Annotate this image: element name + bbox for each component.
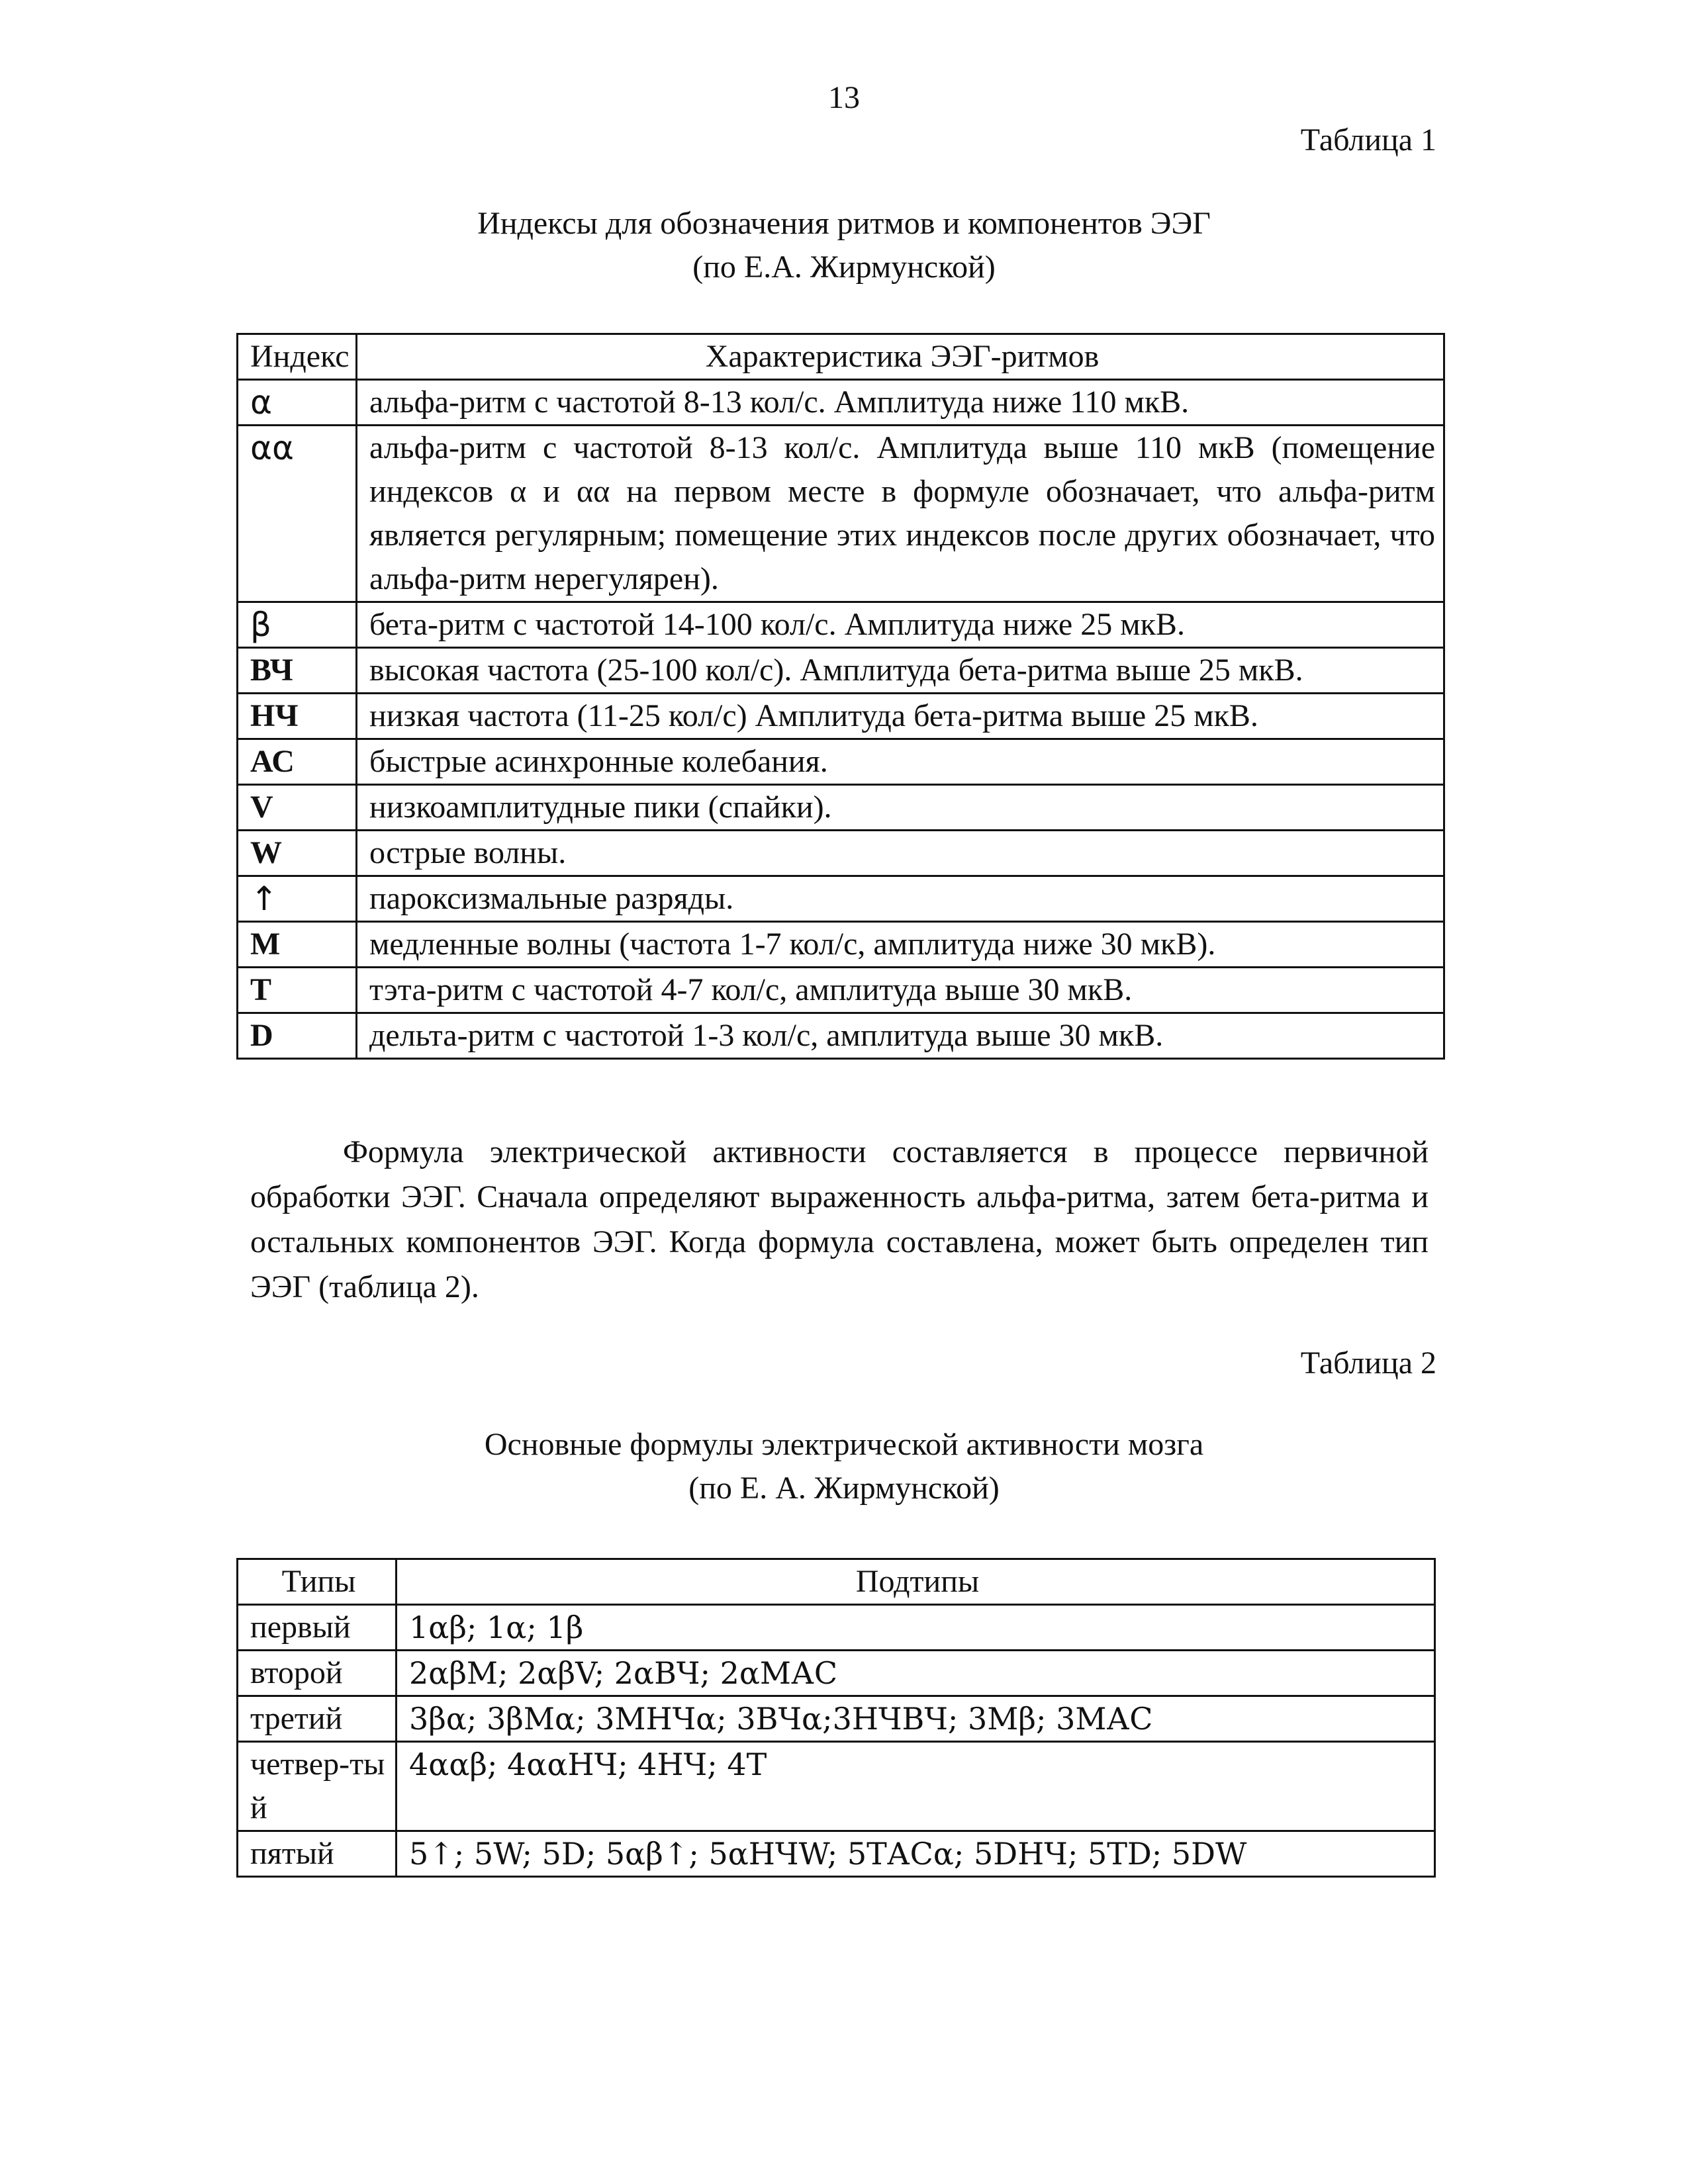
index-cell: АС <box>238 739 357 785</box>
description-cell: тэта-ритм с частотой 4-7 кол/с, амплитуда выше 30 мкВ. <box>357 968 1444 1013</box>
table-row <box>238 1696 1435 1742</box>
table-row <box>238 648 1444 694</box>
table-row <box>238 1831 1435 1877</box>
table1-header-index: Индекс <box>238 334 357 380</box>
table-row <box>238 1605 1435 1651</box>
table2-header-types: Типы <box>238 1559 397 1605</box>
index-cell: α <box>238 380 357 426</box>
subtypes-cell: 5↑; 5W; 5D; 5αβ↑; 5αНЧW; 5ТАСα; 5DНЧ; 5ТD; 5DW <box>397 1831 1435 1877</box>
table2-header-row <box>238 1559 1435 1605</box>
index-cell: V <box>238 785 357 831</box>
page-number: 13 <box>828 80 860 115</box>
index-cell: НЧ <box>238 694 357 739</box>
index-cell: D <box>238 1013 357 1059</box>
subtypes-cell: 1αβ; 1α; 1β <box>397 1605 1435 1651</box>
type-cell: четвер-тый <box>238 1742 397 1831</box>
description-cell: острые волны. <box>357 831 1444 876</box>
table-row <box>238 1742 1435 1831</box>
description-cell: низкая частота (11-25 кол/с) Амплитуда бета-ритма выше 25 мкВ. <box>357 694 1444 739</box>
index-cell: Т <box>238 968 357 1013</box>
subtypes-cell: 3βα; 3βМα; 3МНЧα; 3ВЧα;3НЧВЧ; 3Мβ; 3МАС <box>397 1696 1435 1742</box>
index-cell: ↑ <box>238 876 357 922</box>
table1-caption-line1: Индексы для обозначения ритмов и компонентов ЭЭГ <box>477 206 1211 241</box>
index-cell: β <box>238 602 357 648</box>
description-cell: альфа-ритм с частотой 8-13 кол/с. Амплитуда выше 110 мкВ (помещение индексов α и αα на первом месте в формуле обозначает, что альфа-ритм является регулярным; помещение этих индексов после других обозначает, что альфа-ритм нерегулярен). <box>357 426 1444 602</box>
table2-caption <box>0 1423 1688 1510</box>
description-cell: медленные волны (частота 1-7 кол/с, амплитуда ниже 30 мкВ). <box>357 922 1444 968</box>
table-row <box>238 785 1444 831</box>
table2-header-subtypes: Подтипы <box>397 1559 1435 1605</box>
body-paragraph: Формула электрической активности составляется в процессе первичной обработки ЭЭГ. Сначала определяют выраженность альфа-ритма, затем бета-ритма и остальных компонентов ЭЭГ. Когда формула составлена, может быть определен тип ЭЭГ (таблица 2). <box>250 1134 1429 1304</box>
table1-caption-line2: (по Е.А. Жирмунской) <box>692 250 996 285</box>
index-cell: W <box>238 831 357 876</box>
table-row <box>238 968 1444 1013</box>
index-cell: М <box>238 922 357 968</box>
eeg-index-table <box>236 333 1445 1060</box>
table2-label: Таблица 2 <box>1300 1345 1436 1381</box>
table1-header-row <box>238 334 1444 380</box>
eeg-formula-table <box>236 1558 1436 1878</box>
subtypes-cell: 4ααβ; 4ααНЧ; 4НЧ; 4Т <box>397 1742 1435 1831</box>
index-cell: αα <box>238 426 357 602</box>
table1-caption <box>0 202 1688 289</box>
table-row <box>238 739 1444 785</box>
table2-caption-line2: (по Е. А. Жирмунской) <box>688 1471 1000 1506</box>
table-row <box>238 1651 1435 1696</box>
type-cell: пятый <box>238 1831 397 1877</box>
table-row <box>238 831 1444 876</box>
table-row <box>238 602 1444 648</box>
table2-caption-line1: Основные формулы электрической активности мозга <box>484 1427 1204 1462</box>
description-cell: пароксизмальные разряды. <box>357 876 1444 922</box>
description-cell: быстрые асинхронные колебания. <box>357 739 1444 785</box>
description-cell: высокая частота (25-100 кол/с). Амплитуда бета-ритма выше 25 мкВ. <box>357 648 1444 694</box>
table-row <box>238 426 1444 602</box>
table1-header-characteristic: Характеристика ЭЭГ-ритмов <box>357 334 1444 380</box>
table-row <box>238 876 1444 922</box>
index-cell: ВЧ <box>238 648 357 694</box>
subtypes-cell: 2αβМ; 2αβV; 2αВЧ; 2αМАС <box>397 1651 1435 1696</box>
type-cell: второй <box>238 1651 397 1696</box>
type-cell: первый <box>238 1605 397 1651</box>
table-row <box>238 380 1444 426</box>
table-row <box>238 1013 1444 1059</box>
table-row <box>238 922 1444 968</box>
description-cell: низкоамплитудные пики (спайки). <box>357 785 1444 831</box>
description-cell: альфа-ритм с частотой 8-13 кол/с. Амплитуда ниже 110 мкВ. <box>357 380 1444 426</box>
table1-label: Таблица 1 <box>1300 122 1436 158</box>
description-cell: бета-ритм с частотой 14-100 кол/с. Амплитуда ниже 25 мкВ. <box>357 602 1444 648</box>
table-row <box>238 694 1444 739</box>
description-cell: дельта-ритм с частотой 1-3 кол/с, амплитуда выше 30 мкВ. <box>357 1013 1444 1059</box>
type-cell: третий <box>238 1696 397 1742</box>
